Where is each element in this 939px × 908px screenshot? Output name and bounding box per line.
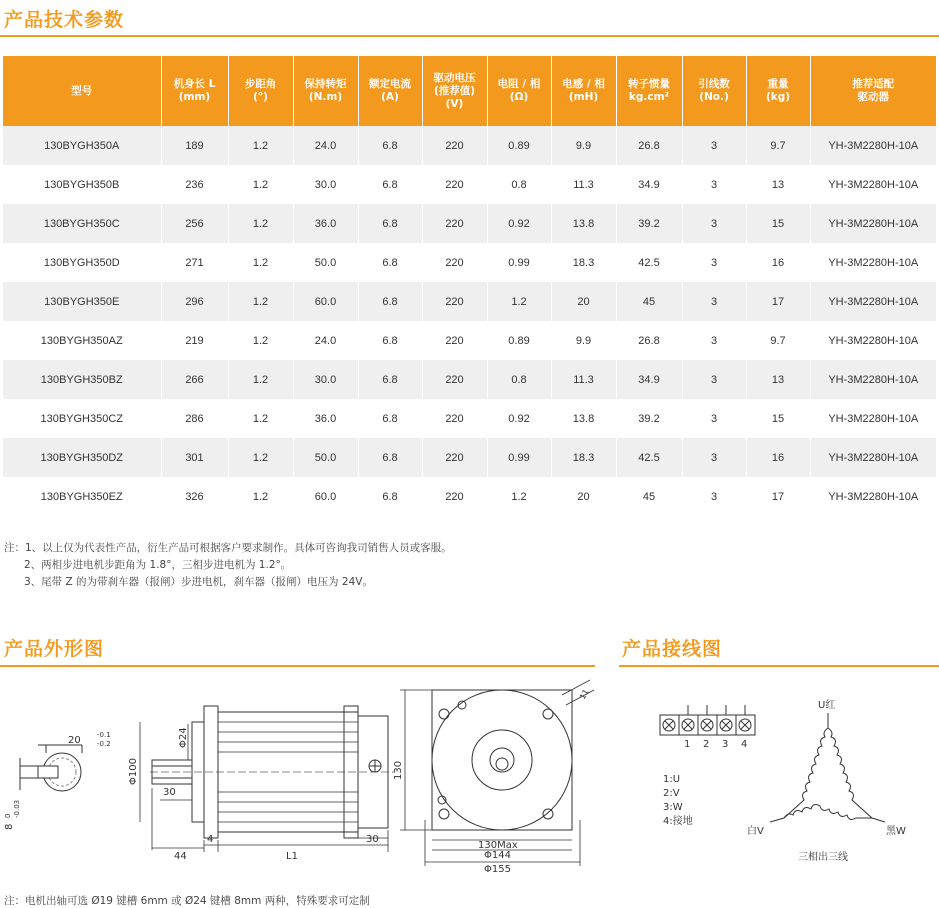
column-header-line: 推荐适配 <box>852 78 895 90</box>
table-cell: 3 <box>682 360 746 399</box>
column-header-line: 保持转矩 <box>304 78 347 90</box>
table-cell: 286 <box>161 399 228 438</box>
table-cell: 18.3 <box>551 243 616 282</box>
table-cell: 17 <box>746 282 810 321</box>
table-cell: 220 <box>422 438 487 477</box>
table-cell: 0.92 <box>487 204 551 243</box>
model-cell: 130BYGH350A <box>3 126 161 165</box>
table-cell: 13 <box>746 165 810 204</box>
table-cell: 45 <box>616 282 682 321</box>
table-cell: 0.8 <box>487 360 551 399</box>
table-cell: 1.2 <box>228 321 293 360</box>
dim-44-label: 44 <box>174 851 187 862</box>
column-header-line: 电感 / 相 <box>562 78 605 90</box>
motor-side-view <box>150 706 395 838</box>
table-cell: 220 <box>422 165 487 204</box>
table-cell: 15 <box>746 204 810 243</box>
table-cell: 24.0 <box>293 321 358 360</box>
table-cell: 20 <box>551 282 616 321</box>
table-cell: 50.0 <box>293 243 358 282</box>
table-cell: 34.9 <box>616 165 682 204</box>
table-cell: 0.92 <box>487 399 551 438</box>
table-cell: 0.89 <box>487 321 551 360</box>
model-cell: 130BYGH350AZ <box>3 321 161 360</box>
table-cell: 1.2 <box>228 438 293 477</box>
column-header-line: 额定电流 <box>369 78 411 90</box>
dim-l1-label: L1 <box>286 851 298 862</box>
table-row <box>3 126 936 165</box>
table-cell: 301 <box>161 438 228 477</box>
model-cell: 130BYGH350BZ <box>3 360 161 399</box>
table-cell: 1.2 <box>228 282 293 321</box>
table-cell: 1.2 <box>228 204 293 243</box>
table-cell: 13.8 <box>551 204 616 243</box>
dim-8-label: 8 <box>4 823 15 830</box>
terminal-number-1: 1 <box>684 739 691 750</box>
table-cell: 13.8 <box>551 399 616 438</box>
table-row <box>3 438 936 477</box>
dim-8-tol-lower: -0.03 <box>13 799 21 818</box>
shaft-section-view <box>20 745 82 791</box>
column-header-line: (V) <box>445 97 464 110</box>
table-cell: 18.3 <box>551 438 616 477</box>
column-header-line: 型号 <box>71 84 93 97</box>
table-cell: YH-3M2280H-10A <box>810 477 936 516</box>
table-cell: 220 <box>422 477 487 516</box>
table-cell: 3 <box>682 126 746 165</box>
column-header-line: 驱动器 <box>857 91 889 103</box>
table-cell: 16 <box>746 243 810 282</box>
table-cell: 34.9 <box>616 360 682 399</box>
table-row <box>3 360 936 399</box>
table-cell: 326 <box>161 477 228 516</box>
column-header-line: 步距角 <box>244 78 277 90</box>
table-cell: 24.0 <box>293 126 358 165</box>
model-cell: 130BYGH350DZ <box>3 438 161 477</box>
table-cell: 1.2 <box>228 477 293 516</box>
table-cell: 6.8 <box>358 282 422 321</box>
spec-table-body <box>3 126 936 516</box>
table-cell: YH-3M2280H-10A <box>810 399 936 438</box>
legend-line-v: 2:V <box>663 788 680 799</box>
wiring-caption: 三相出三线 <box>798 852 848 863</box>
table-cell: 6.8 <box>358 360 422 399</box>
model-cell: 130BYGH350B <box>3 165 161 204</box>
table-cell: 20 <box>551 477 616 516</box>
table-cell: 3 <box>682 282 746 321</box>
table-cell: 1.2 <box>487 477 551 516</box>
specs-title-underline <box>0 35 939 37</box>
note-line-1: 注：1、以上仅为代表性产品，衍生产品可根据客户要求制作。具体可咨询我司销售人员或客服。 <box>4 542 452 554</box>
column-header-line: kg.cm² <box>628 91 670 103</box>
table-cell: 11.3 <box>551 165 616 204</box>
table-cell: 42.5 <box>616 438 682 477</box>
table-cell: 60.0 <box>293 477 358 516</box>
legend-line-u: 1:U <box>663 774 681 785</box>
table-cell: 45 <box>616 477 682 516</box>
table-cell: 220 <box>422 243 487 282</box>
table-cell: 26.8 <box>616 126 682 165</box>
dim-d144-label: Φ144 <box>484 850 511 861</box>
model-cell: 130BYGH350D <box>3 243 161 282</box>
column-header-line: 机身长 L <box>173 78 216 90</box>
table-cell: 220 <box>422 321 487 360</box>
table-cell: YH-3M2280H-10A <box>810 204 936 243</box>
table-row <box>3 165 936 204</box>
table-cell: 39.2 <box>616 204 682 243</box>
table-cell: 1.2 <box>228 399 293 438</box>
dim-d24-label: Φ24 <box>178 727 189 748</box>
table-cell: 9.7 <box>746 126 810 165</box>
table-cell: 3 <box>682 477 746 516</box>
column-header-line: 电阻 / 相 <box>497 78 541 90</box>
dim-130max-label: 130Max <box>478 840 518 851</box>
dim-20-tol-lower: -0.2 <box>97 740 111 748</box>
table-cell: 236 <box>161 165 228 204</box>
table-cell: 3 <box>682 321 746 360</box>
footer-note: 注：电机出轴可选 Ø19 键槽 6mm 或 Ø24 键槽 8mm 两种，特殊要求可定制 <box>4 895 370 907</box>
dim-130-side-label: 130 <box>393 760 404 780</box>
v-white-label: 白V <box>747 826 764 837</box>
table-cell: 9.9 <box>551 126 616 165</box>
table-cell: 0.8 <box>487 165 551 204</box>
table-cell: 220 <box>422 360 487 399</box>
table-cell: 256 <box>161 204 228 243</box>
table-cell: 1.2 <box>228 360 293 399</box>
table-cell: 13 <box>746 360 810 399</box>
legend-line-ground: 4:接地 <box>663 816 693 827</box>
table-cell: 1.2 <box>228 243 293 282</box>
dim-20-label: 20 <box>68 735 81 746</box>
column-header <box>228 56 293 126</box>
outline-title-underline <box>0 665 595 667</box>
table-row <box>3 243 936 282</box>
table-cell: YH-3M2280H-10A <box>810 321 936 360</box>
table-cell: 26.8 <box>616 321 682 360</box>
column-header-line: (mH) <box>568 91 599 103</box>
column-header-line: (推荐值) <box>433 84 476 97</box>
table-cell: 9.7 <box>746 321 810 360</box>
u-red-label: U红 <box>818 700 836 711</box>
table-cell: 50.0 <box>293 438 358 477</box>
outline-drawing <box>0 670 600 880</box>
table-cell: 36.0 <box>293 399 358 438</box>
table-cell: 3 <box>682 204 746 243</box>
table-cell: 36.0 <box>293 204 358 243</box>
table-cell: 6.8 <box>358 477 422 516</box>
model-cell: 130BYGH350E <box>3 282 161 321</box>
table-cell: 6.8 <box>358 243 422 282</box>
table-cell: 9.9 <box>551 321 616 360</box>
column-header <box>487 56 551 126</box>
table-cell: 220 <box>422 204 487 243</box>
column-header-line: (mm) <box>178 91 211 103</box>
table-cell: 6.8 <box>358 399 422 438</box>
table-cell: YH-3M2280H-10A <box>810 243 936 282</box>
table-cell: 220 <box>422 399 487 438</box>
column-header-line: (A) <box>381 91 399 103</box>
wiring-section-title: 产品接线图 <box>622 638 723 660</box>
spec-table-header-row <box>3 56 936 126</box>
table-cell: 30.0 <box>293 165 358 204</box>
table-cell: 0.89 <box>487 126 551 165</box>
table-cell: YH-3M2280H-10A <box>810 360 936 399</box>
column-header <box>3 56 161 126</box>
delta-coil-symbol <box>770 713 885 822</box>
column-header <box>293 56 358 126</box>
wiring-title-underline <box>619 665 939 667</box>
table-cell: 60.0 <box>293 282 358 321</box>
table-cell: 6.8 <box>358 204 422 243</box>
table-cell: YH-3M2280H-10A <box>810 282 936 321</box>
column-header-line: (kg) <box>765 91 791 103</box>
table-cell: 220 <box>422 282 487 321</box>
column-header <box>746 56 810 126</box>
table-row <box>3 321 936 360</box>
table-row <box>3 204 936 243</box>
column-header <box>551 56 616 126</box>
table-cell: 6.8 <box>358 438 422 477</box>
table-cell: YH-3M2280H-10A <box>810 165 936 204</box>
table-cell: 189 <box>161 126 228 165</box>
table-cell: 6.8 <box>358 321 422 360</box>
dim-4-label: 4 <box>207 834 214 845</box>
column-header <box>161 56 228 126</box>
table-cell: YH-3M2280H-10A <box>810 126 936 165</box>
column-header-line: 重量 <box>767 78 789 90</box>
column-header-line: (°) <box>253 91 268 103</box>
table-cell: 271 <box>161 243 228 282</box>
table-cell: 15 <box>746 399 810 438</box>
dim-d100-label: Φ100 <box>128 758 139 785</box>
table-cell: 1.2 <box>228 165 293 204</box>
table-cell: 3 <box>682 165 746 204</box>
table-cell: 220 <box>422 126 487 165</box>
column-header-line: 转子惯量 <box>628 78 670 90</box>
terminal-block <box>660 705 755 735</box>
table-cell: 219 <box>161 321 228 360</box>
table-cell: 11.3 <box>551 360 616 399</box>
specs-section-title: 产品技术参数 <box>4 9 125 31</box>
table-cell: 17 <box>746 477 810 516</box>
dim-11-label: 11 <box>577 687 591 701</box>
terminal-number-3: 3 <box>722 739 729 750</box>
outline-section-title: 产品外形图 <box>4 638 105 660</box>
table-cell: 0.99 <box>487 438 551 477</box>
dim-30-tail-label: 30 <box>366 834 379 845</box>
table-cell: 6.8 <box>358 126 422 165</box>
dim-30-shaft-label: 30 <box>163 787 176 798</box>
table-cell: 39.2 <box>616 399 682 438</box>
table-row <box>3 477 936 516</box>
table-cell: 0.99 <box>487 243 551 282</box>
spec-table <box>3 56 936 516</box>
table-cell: 1.2 <box>228 126 293 165</box>
column-header-line: 引线数 <box>698 78 730 90</box>
table-cell: 16 <box>746 438 810 477</box>
column-header <box>616 56 682 126</box>
motor-front-view <box>400 680 594 866</box>
column-header <box>358 56 422 126</box>
table-cell: 6.8 <box>358 165 422 204</box>
model-cell: 130BYGH350C <box>3 204 161 243</box>
table-cell: 296 <box>161 282 228 321</box>
terminal-number-4: 4 <box>741 739 748 750</box>
table-cell: YH-3M2280H-10A <box>810 438 936 477</box>
note-line-3: 3、尾带 Z 的为带刹车器（报闸）步进电机，刹车器（报闸）电压为 24V。 <box>24 576 373 588</box>
column-header-line: (Ω) <box>509 91 529 103</box>
table-cell: 30.0 <box>293 360 358 399</box>
model-cell: 130BYGH350EZ <box>3 477 161 516</box>
table-row <box>3 282 936 321</box>
table-cell: 3 <box>682 243 746 282</box>
terminal-number-2: 2 <box>703 739 710 750</box>
column-header <box>810 56 936 126</box>
table-cell: 42.5 <box>616 243 682 282</box>
table-cell: 3 <box>682 438 746 477</box>
model-cell: 130BYGH350CZ <box>3 399 161 438</box>
dim-d155-label: Φ155 <box>484 864 511 875</box>
column-header <box>422 56 487 126</box>
column-header-line: (N.m) <box>308 91 343 103</box>
table-cell: 1.2 <box>487 282 551 321</box>
table-cell: 266 <box>161 360 228 399</box>
wiring-diagram <box>619 680 919 870</box>
table-row <box>3 399 936 438</box>
column-header-line: 驱动电压 <box>433 71 476 84</box>
column-header-line: (No.) <box>699 91 729 103</box>
table-cell: 3 <box>682 399 746 438</box>
column-header <box>682 56 746 126</box>
dim-8-tol-upper: 0 <box>4 813 12 818</box>
w-black-label: 黑W <box>886 826 906 837</box>
note-line-2: 2、两相步进电机步距角为 1.8°，三相步进电机为 1.2°。 <box>24 559 292 571</box>
dim-20-tol-upper: -0.1 <box>97 731 111 739</box>
legend-line-w: 3:W <box>663 802 683 813</box>
